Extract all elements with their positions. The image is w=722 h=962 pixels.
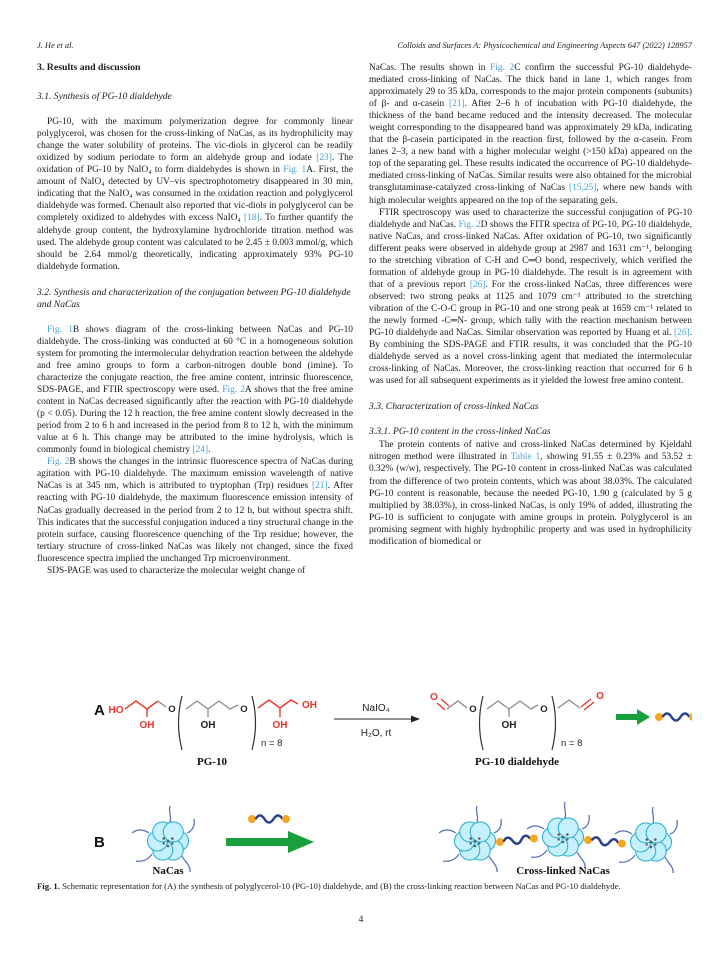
close-paren <box>252 696 256 750</box>
reagent-naio4: NaIO₄ <box>362 703 390 714</box>
o-atom-label: O <box>168 704 176 715</box>
citation-link[interactable]: [15,25] <box>569 183 597 194</box>
text-run: Fig. 1. <box>37 881 60 891</box>
paragraph <box>37 565 353 577</box>
double-bond <box>581 699 594 710</box>
nacas-micelle <box>527 802 589 868</box>
o-atom-label: O <box>430 692 438 703</box>
section-heading: 3.1. Synthesis of PG-10 dialdehyde <box>37 91 172 103</box>
panel-b-label: B <box>94 834 105 851</box>
nacas-micelle <box>615 807 677 873</box>
text-run: . The oxidation of PG-10 by NaIO₄ to form dialdehydes is shown in <box>37 153 353 176</box>
paragraph <box>369 62 692 207</box>
text-run: NaCas. The results shown in <box>369 63 491 73</box>
repeat-count: n = 8 <box>261 738 283 749</box>
green-arrow-icon <box>226 831 314 853</box>
citation-link[interactable]: [21] <box>311 481 328 492</box>
section-heading: 3. Results and discussion <box>37 62 141 73</box>
citation-link[interactable]: [23] <box>316 153 332 164</box>
molecule-pg10-dialdehyde <box>430 691 604 768</box>
text-run: . After reacting with PG-10 dialdehyde, the maximum fluorescence emission intensity of NaCas gradually decreased in the period from 2 to 12 h, but without spectra shift. This indicates that the successful conjugation induced a tiny structural change in the protein surface, causing fluorescence quenching of the Trp residue; however, the tertiary structure of cross-linked NaCas was likely not changed, since the fixed fluorescence spectra implied the unchanged Trp microenvironment. <box>37 481 353 564</box>
section-heading: 3.3. Characterization of cross-linked NaCas <box>369 401 539 413</box>
crosslink-wave <box>584 836 627 848</box>
text-run: SDS-PAGE was used to characterize the molecular weight change of <box>47 565 306 576</box>
text-run: The protein contents of native and cross-linked NaCas determined by Kjeldahl nitrogen method were illustrated in <box>369 440 692 463</box>
paragraph <box>369 439 692 547</box>
text-run: Schematic representation for (A) the synthesis of polyglycerol-10 (PG-10) dialdehyde, and (B) the cross-linking reaction between NaCas and PG-10 dialdehyde. <box>59 881 621 891</box>
nacas-micelle <box>439 806 501 872</box>
reaction-arrow <box>334 703 420 739</box>
green-arrow-icon <box>616 709 650 725</box>
figure-panel-a <box>94 691 692 768</box>
pg10-label: PG-10 <box>197 756 227 768</box>
crosslinked-nacas-label: Cross-linked NaCas <box>516 865 610 877</box>
text-run: . By combining the SDS-PAGE and FTIR results, it was concluded that the PG-10 dialdehyde served as a novel cross-linking agent that mediated the intermolecular cross-linking of NaCas. Moreover, the cross-linking reaction that occurred for 6 h was used for all subsequent experiments as it yielded the lowest free amino content. <box>369 328 692 387</box>
text-run: PG-10, with the maximum polymerization degree for commonly linear polyglycerol, was chosen for the cross-linking of NaCas, as its hydrophilicity may change the water solubility of proteins. The vic-diols in glycerol can be readily oxidized by sodium periodate to form an aldehyde group and iodate <box>37 117 353 164</box>
text-run: . <box>208 445 211 456</box>
text-run: A shows that the free amine content in NaCas decreased significantly after the reaction with PG-10 dialdehyde (p < 0.05). During the 12 h reaction, the free amine content slowly decreased in the period from 2 to 6 h and increased in the period from 8 to 12 h, with the minimum value at 6 h. This change may be attributed to the imine hydrolysis, which is commonly found in biological chemistry <box>37 385 353 456</box>
section-heading: 3.3.1. PG-10 content in the cross-linked NaCas <box>369 426 551 438</box>
citation-link[interactable]: Table 1 <box>510 452 541 463</box>
text-run: B shows the changes in the intrinsic fluorescence spectra of NaCas during agitation with PG-10 dialdehyde. The maximum emission wavelength of native NaCas is at 345 nm, which is attributed to tryptophan (Trp) residues <box>37 457 353 492</box>
citation-link[interactable]: [26] <box>469 279 486 290</box>
paragraph <box>37 324 353 457</box>
paragraph <box>37 456 353 564</box>
citation-link[interactable]: Fig. 2 <box>47 457 70 468</box>
molecule-pg10 <box>109 696 318 768</box>
repeat-count: n = 8 <box>561 738 583 749</box>
close-paren <box>552 696 556 750</box>
crosslinked-nacas <box>439 802 677 873</box>
o-atom-label: O <box>596 691 604 702</box>
text-run: B shows diagram of the cross-linking between NaCas and PG-10 dialdehyde. The cross-linking was conducted at 60 °C in a homogeneous solution system for promoting the intermolecular dehydration reaction between the aldehyde and free amino groups to form a carbon-nitrogen double bond (imine). To characterize the conjugate reaction, the free amine content, intrinsic fluorescence, SDS-PAGE, and FTIR spectroscopy were used. <box>37 324 353 396</box>
figure-caption <box>37 880 692 893</box>
arrowhead <box>411 716 420 723</box>
oh-atom-label: OH <box>272 720 288 731</box>
oh-atom-label: OH <box>302 700 317 711</box>
citation-link[interactable]: Fig. 2 <box>490 63 515 73</box>
crosslink-wave <box>496 834 539 846</box>
citation-link[interactable]: Fig. 1 <box>283 165 307 176</box>
citation-link[interactable]: Fig. 2 <box>458 219 481 230</box>
panel-a-label: A <box>94 702 105 719</box>
text-run: C confirm the successful PG-10 dialdehyde-mediated cross-linking of NaCas. The thick band in lane 1, which ranges from approximately 29 to 35 kDa, corresponds to the major protein components (subunits) of β- and α-casein <box>369 63 692 110</box>
nacas-label: NaCas <box>152 865 184 877</box>
figure-1 <box>30 683 692 883</box>
pg10-dialdehyde-label: PG-10 dialdehyde <box>474 756 560 768</box>
o-atom-label: O <box>469 704 477 715</box>
text-run: D shows the FITR spectra of PG-10, PG-10 dialdehyde, native NaCas, and cross-linked NaCas. After oxidation of PG-10, two significantly different peaks were observed in aldehyde group at 2987 and 1631 cm⁻¹, belonging to the stretching vibration of C-H and C═O bond, respectively, which verified the formation of aldehyde group in PG-10 dialdehyde. The result is in agreement with that of a previous report <box>369 219 692 290</box>
open-paren <box>179 696 183 750</box>
text-run: . To further quantify the aldehyde group content, the hydroxylamine hydrochloride titration method was used. The aldehyde group content was calculated to be 2.45 ± 0.003 mmol/g, which should be 2.64 mmol/g theoretically, indicating approximately 93% PG-10 dialdehyde formation. <box>37 213 353 272</box>
ho-atom-label: HO <box>108 705 124 716</box>
text-run: , showing 91.55 ± 0.23% and 53.52 ± 0.32% (w/w), respectively. The PG-10 content in cross-linked NaCas was calculated from the difference of two protein contents, which was about 38.03%. The calculated PG-10 content is reasonable, because the needed PG-10, 1.90 g (calculated by 5 g multiplied by 38.03%), in cross-linked NaCas, is only 19% of added, illustrating the PG-10 is sufficient to conjugate with amine groups in protein. Polyglycerol is an promising segment with highly hydrophilic property and was used in hydrophilicity modification of biomedical or <box>369 452 692 547</box>
running-head-journal: Colloids and Surfaces A: Physicochemical and Engineering Aspects 647 (2022) 128957 <box>397 41 692 50</box>
text-run: . For the cross-linked NaCas, three differences were observed: two strong peaks at 1125 and 1079 cm⁻¹ attributed to the stretching vibration of the C-O-C group in PG-10 and one strong peak at 1659 cm⁻¹ related to the newly formed -C═N- group, which tally with the reaction mechanism between PG-10 dialdehyde and NaCas. Similar observation was reported by Huang et al. <box>369 279 692 339</box>
paragraph <box>37 116 353 273</box>
dialdehyde-symbol <box>248 815 290 823</box>
figure-1-scheme <box>30 683 692 883</box>
reagent-h2o-rt: H₂O, rt <box>360 728 392 739</box>
oh-atom-label: OH <box>200 720 216 731</box>
citation-link[interactable]: [21] <box>449 99 465 110</box>
o-atom-label: O <box>540 704 548 715</box>
citation-link[interactable]: [24] <box>192 445 209 456</box>
section-heading: 3.2. Synthesis and characterization of the conjugation between PG-10 dialdehyde and NaCas <box>37 286 351 310</box>
text-run: FTIR spectroscopy was used to characterize the successful conjugation of PG-10 dialdehyde and NaCas. <box>369 207 692 230</box>
text-run: . After 2–6 h of incubation with PG-10 dialdehyde, the thickness of the band became reduced and the intensity decreased. The molecular weight corresponding to the disappeared band was approximately 29 kDa, indicating that the β-casein participated in the reaction first, followed by the α-casein. From lanes 2–3, a new band with a higher molecular weight (>150 kDa) appeared on the top of the separating gel. These results indicated the occurrence of PG-10 dialdehyde-mediated cross-linking of NaCas. Similar results were also obtained for the microbial transglutaminase-catalyzed cross-linking of NaCas <box>369 99 692 194</box>
nacas-micelle <box>132 806 194 872</box>
right-column <box>369 62 692 682</box>
dialdehyde-symbol <box>655 713 692 721</box>
figure-panel-b <box>94 802 677 877</box>
open-paren <box>480 696 484 750</box>
page-number: 4 <box>358 915 364 925</box>
citation-link[interactable]: [18] <box>244 213 260 224</box>
oh-atom-label: OH <box>501 720 517 731</box>
paragraph <box>369 207 692 388</box>
text-run: A. First, the amount of NaIO₄ detected by UV–vis spectrophotometry disappeared in 30 min, indicating that the NaIO₄ was consumed in the oxidation reaction and polyglycerol dialdehyde was formed. Chenault also reported that vic-diols in polyglycerol can be completely oxidized to aldehydes with excess NaIO₄ <box>37 165 353 224</box>
left-column <box>37 62 353 682</box>
running-head-authors: J. He et al. <box>37 41 74 50</box>
o-atom-label: O <box>240 704 248 715</box>
text-run: , where new bands with high molecular weights appeared on the top of the separating gels. <box>369 183 692 206</box>
citation-link[interactable]: Fig. 2 <box>222 385 245 396</box>
citation-link[interactable]: Fig. 1 <box>47 324 73 335</box>
oh-atom-label: OH <box>139 720 155 731</box>
citation-link[interactable]: [26] <box>674 328 690 339</box>
